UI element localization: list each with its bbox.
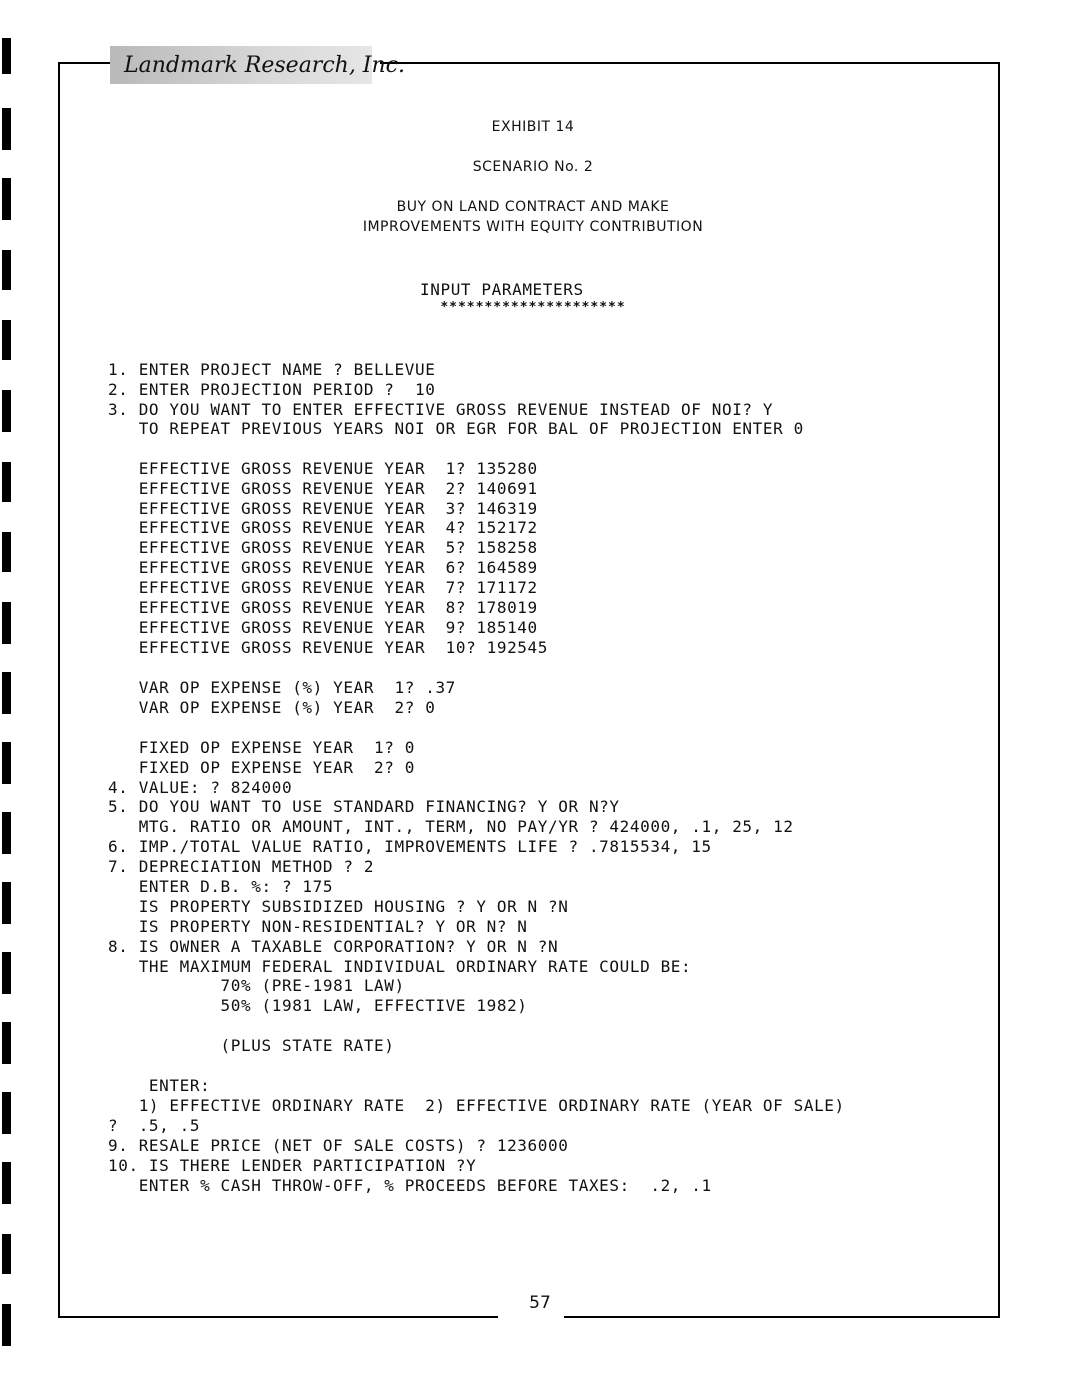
- binder-hole: [2, 1022, 11, 1064]
- binder-hole: [2, 602, 11, 644]
- binder-hole: [2, 1162, 11, 1204]
- binder-hole: [2, 742, 11, 784]
- binder-hole: [2, 882, 11, 924]
- listing-line: FIXED OP EXPENSE YEAR 1? 0: [108, 738, 415, 757]
- listing-line: 1. ENTER PROJECT NAME ? BELLEVUE: [108, 360, 436, 379]
- binder-hole: [2, 1234, 11, 1274]
- listing-line: 3. DO YOU WANT TO ENTER EFFECTIVE GROSS REVENUE INSTEAD OF NOI? Y: [108, 400, 774, 419]
- scenario-description: IMPROVEMENTS WITH EQUITY CONTRIBUTION: [362, 219, 704, 235]
- listing-line: ENTER:: [108, 1076, 211, 1095]
- listing-line: EFFECTIVE GROSS REVENUE YEAR 7? 171172: [108, 578, 538, 597]
- listing-line: (PLUS STATE RATE): [108, 1036, 395, 1055]
- section-underline: *********************: [440, 300, 626, 315]
- exhibit-label: EXHIBIT 14: [491, 119, 575, 135]
- listing-line: EFFECTIVE GROSS REVENUE YEAR 8? 178019: [108, 598, 538, 617]
- listing-line: EFFECTIVE GROSS REVENUE YEAR 9? 185140: [108, 618, 538, 637]
- listing-line: 9. RESALE PRICE (NET OF SALE COSTS) ? 1236000: [108, 1136, 569, 1155]
- listing-line: 70% (PRE-1981 LAW): [108, 976, 405, 995]
- binder-hole: [2, 250, 11, 290]
- binder-hole: [2, 952, 11, 994]
- frame-top-rule: [58, 62, 110, 64]
- binder-hole: [2, 532, 11, 572]
- listing-line: TO REPEAT PREVIOUS YEARS NOI OR EGR FOR BAL OF PROJECTION ENTER 0: [108, 419, 804, 438]
- listing-line: IS PROPERTY NON-RESIDENTIAL? Y OR N? N: [108, 917, 528, 936]
- listing-line: ENTER D.B. %: ? 175: [108, 877, 334, 896]
- listing-line: EFFECTIVE GROSS REVENUE YEAR 3? 146319: [108, 499, 538, 518]
- binder-hole: [2, 812, 11, 854]
- listing-line: 7. DEPRECIATION METHOD ? 2: [108, 857, 375, 876]
- listing-line: 5. DO YOU WANT TO USE STANDARD FINANCING? Y OR N?Y: [108, 797, 620, 816]
- binder-hole: [2, 38, 11, 74]
- listing-line: EFFECTIVE GROSS REVENUE YEAR 4? 152172: [108, 518, 538, 537]
- section-title: INPUT PARAMETERS: [420, 280, 584, 299]
- listing-line: MTG. RATIO OR AMOUNT, INT., TERM, NO PAY/YR ? 424000, .1, 25, 12: [108, 817, 794, 836]
- binder-hole: [2, 390, 11, 432]
- scenario-label: SCENARIO No. 2: [472, 159, 594, 175]
- listing-line: EFFECTIVE GROSS REVENUE YEAR 2? 140691: [108, 479, 538, 498]
- listing-line: EFFECTIVE GROSS REVENUE YEAR 6? 164589: [108, 558, 538, 577]
- listing-line: EFFECTIVE GROSS REVENUE YEAR 5? 158258: [108, 538, 538, 557]
- scenario-description: BUY ON LAND CONTRACT AND MAKE: [396, 199, 670, 215]
- frame-top-rule: [380, 62, 1000, 64]
- listing-line: ? .5, .5: [108, 1116, 201, 1135]
- listing-line: 2. ENTER PROJECTION PERIOD ? 10: [108, 380, 436, 399]
- listing-line: VAR OP EXPENSE (%) YEAR 2? 0: [108, 698, 436, 717]
- listing-line: FIXED OP EXPENSE YEAR 2? 0: [108, 758, 415, 777]
- listing-line: 10. IS THERE LENDER PARTICIPATION ?Y: [108, 1156, 477, 1175]
- listing-line: 1) EFFECTIVE ORDINARY RATE 2) EFFECTIVE ORDINARY RATE (YEAR OF SALE): [108, 1096, 845, 1115]
- listing-line: 4. VALUE: ? 824000: [108, 778, 293, 797]
- binder-hole: [2, 320, 11, 360]
- listing-line: 50% (1981 LAW, EFFECTIVE 1982): [108, 996, 528, 1015]
- listing-line: EFFECTIVE GROSS REVENUE YEAR 10? 192545: [108, 638, 549, 657]
- listing-line: EFFECTIVE GROSS REVENUE YEAR 1? 135280: [108, 459, 538, 478]
- listing-line: THE MAXIMUM FEDERAL INDIVIDUAL ORDINARY RATE COULD BE:: [108, 957, 692, 976]
- company-logo: Landmark Research, Inc.: [110, 46, 372, 84]
- listing-line: VAR OP EXPENSE (%) YEAR 1? .37: [108, 678, 456, 697]
- listing-line: 6. IMP./TOTAL VALUE RATIO, IMPROVEMENTS LIFE ? .7815534, 15: [108, 837, 712, 856]
- listing-line: IS PROPERTY SUBSIDIZED HOUSING ? Y OR N ?N: [108, 897, 569, 916]
- page-number: 57: [529, 1293, 551, 1313]
- listing-line: 8. IS OWNER A TAXABLE CORPORATION? Y OR N ?N: [108, 937, 559, 956]
- listing-line: ENTER % CASH THROW-OFF, % PROCEEDS BEFORE TAXES: .2, .1: [108, 1176, 712, 1195]
- binder-hole: [2, 672, 11, 714]
- binder-hole: [2, 1092, 11, 1134]
- binder-hole: [2, 462, 11, 502]
